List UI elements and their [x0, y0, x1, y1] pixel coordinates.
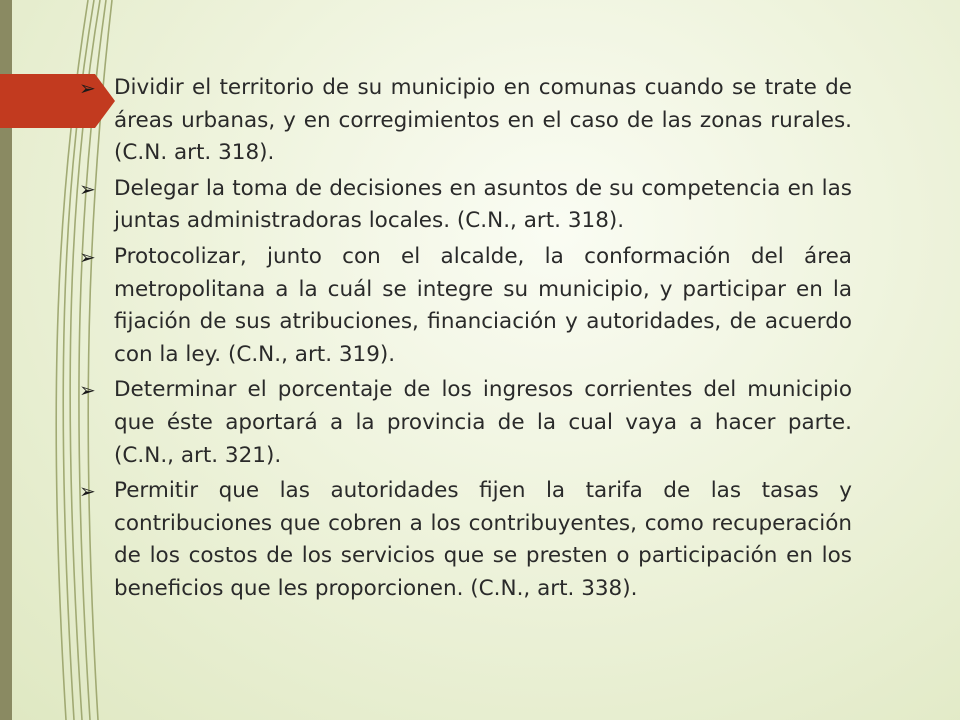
list-item-text: Determinar el porcentaje de los ingresos corrientes del municipio que éste aportará a la provincia de la cual vaya a hacer parte. (C.N., art. 321). — [114, 377, 852, 468]
list-item — [76, 72, 852, 170]
arrow-bullet-icon: ➢ — [79, 378, 96, 403]
list-item — [76, 241, 852, 371]
list-item — [76, 173, 852, 238]
list-item — [76, 374, 852, 472]
arrow-bullet-icon: ➢ — [79, 479, 96, 504]
list-item-text: Permitir que las autoridades fijen la tarifa de las tasas y contribuciones que cobren a los contribuyentes, como recuperación de los costos de los servicios que se presten o participación en los beneficios que les proporcionen. (C.N., art. 338). — [114, 478, 852, 601]
arrow-bullet-icon: ➢ — [79, 244, 96, 269]
list-item-text: Dividir el territorio de su municipio en comunas cuando se trate de áreas urbanas, y en corregimientos en el caso de las zonas rurales. (C.N. art. 318). — [114, 75, 852, 166]
arrow-bullet-icon: ➢ — [79, 76, 96, 100]
list-item-text: Protocolizar, junto con el alcalde, la conformación del área metropolitana a la cuál se integre su municipio, y participar en la fijación de sus atribuciones, financiación y autoridades, de acuerdo con la ley. (C.N., art. 319). — [114, 243, 852, 367]
arrow-bullet-icon: ➢ — [79, 176, 96, 201]
list-item-text: Delegar la toma de decisiones en asuntos de su competencia en las juntas administradoras locales. (C.N., art. 318). — [114, 175, 852, 234]
list-item — [76, 475, 852, 605]
bullet-list — [76, 72, 852, 609]
